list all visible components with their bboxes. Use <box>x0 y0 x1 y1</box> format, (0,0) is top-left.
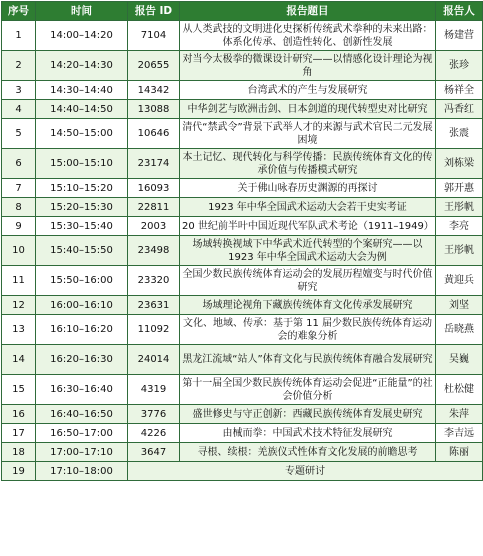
cell-speaker: 杨建营 <box>436 21 483 51</box>
cell-speaker: 张珍 <box>436 51 483 81</box>
cell-time: 14:30–14:40 <box>36 81 128 100</box>
schedule-table <box>1 1 483 481</box>
cell-no: 4 <box>2 100 36 119</box>
cell-speaker: 杜松健 <box>436 375 483 405</box>
cell-title: 20 世纪前半叶中国近现代军队武术考论（1911–1949） <box>180 217 436 236</box>
cell-no: 13 <box>2 315 36 345</box>
cell-report-id: 23320 <box>128 266 180 296</box>
cell-report-id: 20655 <box>128 51 180 81</box>
cell-time: 14:00–14:20 <box>36 21 128 51</box>
cell-report-id: 14342 <box>128 81 180 100</box>
table-row <box>2 149 483 179</box>
table-row <box>2 266 483 296</box>
cell-report-id: 23631 <box>128 296 180 315</box>
table-row <box>2 81 483 100</box>
cell-speaker: 岳晓燕 <box>436 315 483 345</box>
cell-speaker: 杨祥全 <box>436 81 483 100</box>
cell-speaker: 刘栋梁 <box>436 149 483 179</box>
table-row <box>2 217 483 236</box>
cell-report-id: 11092 <box>128 315 180 345</box>
cell-speaker: 李吉远 <box>436 424 483 443</box>
cell-no: 17 <box>2 424 36 443</box>
table-row <box>2 179 483 198</box>
cell-speaker: 王彤帆 <box>436 236 483 266</box>
cell-speaker: 朱萍 <box>436 405 483 424</box>
cell-speaker: 冯香红 <box>436 100 483 119</box>
header-title: 报告题目 <box>180 2 436 21</box>
cell-title: 清代“禁武令”背景下武举人才的来源与武术官民二元发展困境 <box>180 119 436 149</box>
cell-report-id: 23174 <box>128 149 180 179</box>
cell-speaker: 黄迎兵 <box>436 266 483 296</box>
table-row <box>2 100 483 119</box>
cell-title: 对当今太极拳的微课设计研究——以情感化设计理论为视角 <box>180 51 436 81</box>
header-no: 序号 <box>2 2 36 21</box>
cell-speaker: 陈丽 <box>436 443 483 462</box>
cell-no: 3 <box>2 81 36 100</box>
cell-report-id: 24014 <box>128 345 180 375</box>
cell-no: 6 <box>2 149 36 179</box>
cell-report-id: 7104 <box>128 21 180 51</box>
cell-time: 16:10–16:20 <box>36 315 128 345</box>
table-row-seminar <box>2 462 483 481</box>
cell-no: 11 <box>2 266 36 296</box>
cell-report-id: 23498 <box>128 236 180 266</box>
cell-title: 由械而拳：中国武术技术特征发展研究 <box>180 424 436 443</box>
cell-time: 15:20–15:30 <box>36 198 128 217</box>
cell-speaker: 郭开惠 <box>436 179 483 198</box>
cell-report-id: 2003 <box>128 217 180 236</box>
cell-no: 12 <box>2 296 36 315</box>
cell-no: 14 <box>2 345 36 375</box>
cell-title: 盛世修史与守正创新：西藏民族传统体育发展史研究 <box>180 405 436 424</box>
table-row <box>2 198 483 217</box>
cell-title: 场域理论视角下藏族传统体育文化传承发展研究 <box>180 296 436 315</box>
cell-seminar: 专题研讨 <box>128 462 483 481</box>
cell-report-id: 22811 <box>128 198 180 217</box>
cell-time: 15:10–15:20 <box>36 179 128 198</box>
cell-no: 1 <box>2 21 36 51</box>
cell-speaker: 吴巍 <box>436 345 483 375</box>
table-row <box>2 119 483 149</box>
cell-time: 15:30–15:40 <box>36 217 128 236</box>
cell-report-id: 4319 <box>128 375 180 405</box>
table-header-row <box>2 2 483 21</box>
cell-title: 中华剑艺与欧洲击剑、日本剑道的现代转型史对比研究 <box>180 100 436 119</box>
table-row <box>2 21 483 51</box>
cell-title: 台湾武术的产生与发展研究 <box>180 81 436 100</box>
cell-speaker: 刘坚 <box>436 296 483 315</box>
cell-time: 15:00–15:10 <box>36 149 128 179</box>
header-report-id: 报告 ID <box>128 2 180 21</box>
cell-no: 18 <box>2 443 36 462</box>
cell-time: 16:30–16:40 <box>36 375 128 405</box>
cell-no: 7 <box>2 179 36 198</box>
cell-time: 16:20–16:30 <box>36 345 128 375</box>
cell-title: 关于佛山咏春历史渊源的再探讨 <box>180 179 436 198</box>
cell-no: 2 <box>2 51 36 81</box>
cell-title: 寻根、续根：羌族仪式性体育文化发展的前瞻思考 <box>180 443 436 462</box>
cell-time: 14:50–15:00 <box>36 119 128 149</box>
header-time: 时间 <box>36 2 128 21</box>
cell-time: 14:40–14:50 <box>36 100 128 119</box>
cell-no: 19 <box>2 462 36 481</box>
table-row <box>2 296 483 315</box>
cell-title: 场域转换视域下中华武术近代转型的个案研究——以 1923 年中华全国武术运动大会为例 <box>180 236 436 266</box>
cell-time: 16:50–17:00 <box>36 424 128 443</box>
cell-speaker: 李亮 <box>436 217 483 236</box>
cell-no: 8 <box>2 198 36 217</box>
cell-no: 16 <box>2 405 36 424</box>
table-row <box>2 443 483 462</box>
cell-title: 从人类武技的文明进化史探析传统武术拳种的未来出路：体系化传承、创造性转化、创新性发展 <box>180 21 436 51</box>
cell-report-id: 3776 <box>128 405 180 424</box>
cell-title: 1923 年中华全国武术运动大会若干史实考证 <box>180 198 436 217</box>
cell-no: 5 <box>2 119 36 149</box>
table-row <box>2 375 483 405</box>
cell-no: 10 <box>2 236 36 266</box>
cell-time: 17:00–17:10 <box>36 443 128 462</box>
header-speaker: 报告人 <box>436 2 483 21</box>
cell-report-id: 16093 <box>128 179 180 198</box>
table-row <box>2 345 483 375</box>
cell-report-id: 3647 <box>128 443 180 462</box>
cell-report-id: 4226 <box>128 424 180 443</box>
table-row <box>2 51 483 81</box>
table-row <box>2 405 483 424</box>
table-row <box>2 424 483 443</box>
cell-speaker: 王彤帆 <box>436 198 483 217</box>
cell-title: 文化、地域、传承：基于第 11 届少数民族传统体育运动会的难象分析 <box>180 315 436 345</box>
schedule-table-wrapper <box>1 1 482 481</box>
cell-title: 全国少数民族传统体育运动会的发展历程嬗变与时代价值研究 <box>180 266 436 296</box>
cell-time: 17:10–18:00 <box>36 462 128 481</box>
cell-title: 黑龙江流域“站人”体育文化与民族传统体育融合发展研究 <box>180 345 436 375</box>
table-row <box>2 236 483 266</box>
cell-time: 15:40–15:50 <box>36 236 128 266</box>
cell-no: 15 <box>2 375 36 405</box>
cell-title: 本土记忆、现代转化与科学传播：民族传统体育文化的传承价值与传播模式研究 <box>180 149 436 179</box>
cell-report-id: 13088 <box>128 100 180 119</box>
cell-no: 9 <box>2 217 36 236</box>
cell-report-id: 10646 <box>128 119 180 149</box>
table-row <box>2 315 483 345</box>
cell-time: 16:40–16:50 <box>36 405 128 424</box>
cell-speaker: 张震 <box>436 119 483 149</box>
cell-title: 第十一届全国少数民族传统体育运动会促进“正能量”的社会价值分析 <box>180 375 436 405</box>
cell-time: 15:50–16:00 <box>36 266 128 296</box>
cell-time: 16:00–16:10 <box>36 296 128 315</box>
cell-time: 14:20–14:30 <box>36 51 128 81</box>
